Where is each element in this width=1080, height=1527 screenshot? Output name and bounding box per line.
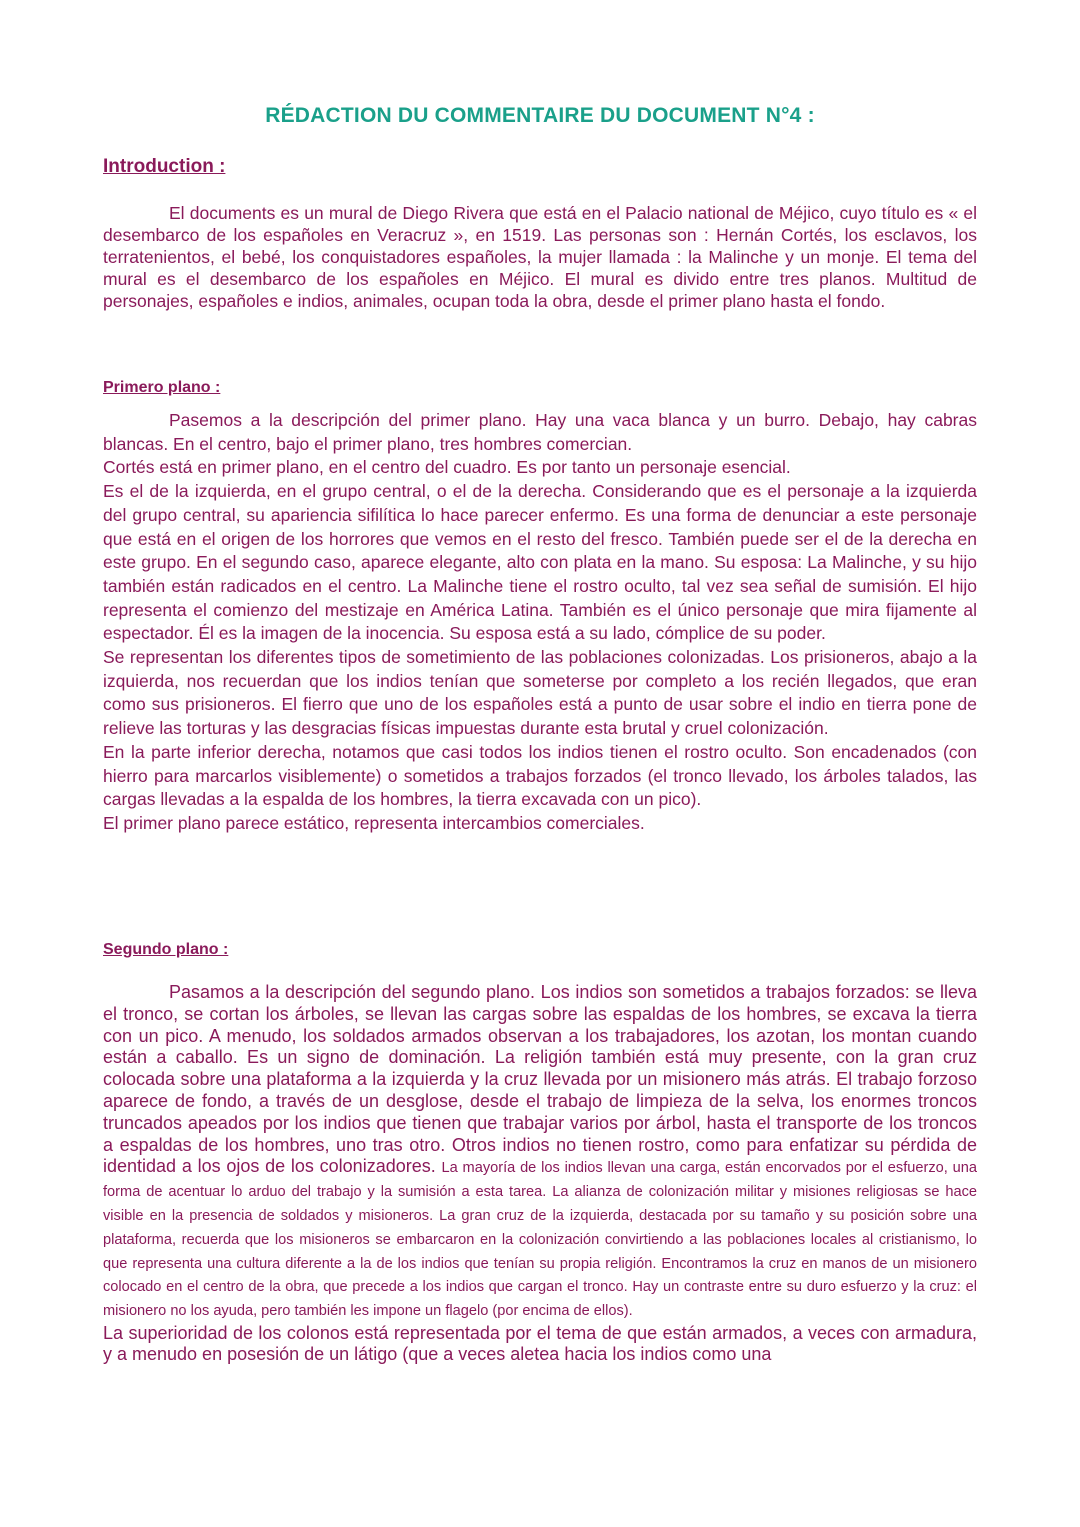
segundo-plano-body [103, 982, 977, 1366]
primero-plano-heading: Primero plano : [103, 379, 221, 396]
primero-paragraph-2: Cortés está en primer plano, en el centro del cuadro. Es por tanto un personaje esencial. [103, 457, 791, 478]
document-title: RÉDACTION DU COMMENTAIRE DU DOCUMENT N°4 : [265, 104, 815, 127]
primero-paragraph-6: El primer plano parece estático, representa intercambios comerciales. [103, 812, 645, 833]
introduction-heading: Introduction : [103, 156, 226, 177]
primero-paragraph-4: Se representan los diferentes tipos de sometimiento de las poblaciones colonizadas. Los prisioneros, abajo a la izquierda, nos recuerdan que los indios tenían que someterse por completo a los recién llegados, que eran como sus prisioneros. El fierro que uno de los españoles está a punto de usar sobre el indio en tierra pone de relieve las torturas y las desgracias físicas impuestas durante esta brutal y cruel colonización. [103, 647, 977, 739]
primero-paragraph-1: Pasemos a la descripción del primer plano. Hay una vaca blanca y un burro. Debajo, hay cabras blancas. En el centro, bajo el primer plano, tres hombres comercian. [103, 410, 977, 454]
primero-plano-body [103, 409, 977, 836]
introduction-body [103, 202, 977, 312]
primero-paragraph-3: Es el de la izquierda, en el grupo central, o el de la derecha. Considerando que es el personaje a la izquierda del grupo central, su apariencia sifilítica lo hace parecer enfermo. Es una forma de denunciar a este personaje que está en el origen de los horrores que vemos en el resto del fresco. También puede ser el de la derecha en este grupo. En el segundo caso, aparece elegante, alto con plata en la mano. Su esposa: La Malinche, y su hijo también están radicados en el centro. La Malinche tiene el rostro oculto, tal vez sea señal de sumisión. El hijo representa el comienzo del mestizaje en América Latina. También es el único personaje que mira fijamente al espectador. Él es la imagen de la inocencia. Su esposa está a su lado, cómplice de su poder. [103, 481, 977, 644]
introduction-paragraph: El documents es un mural de Diego Rivera que está en el Palacio national de Méjico, cuyo título es « el desembarco de los españoles en Veracruz », en 1519. Las personas son : Hernán Cortés, los esclavos, los terratenientos, el bebé, los conquistadores españoles, la mujer llamada : la Malinche y un monje. El tema del mural es el desembarco de los españoles en Méjico. El mural es divido entre tres planos. Multitud de personajes, españoles e indios, animales, ocupan toda la obra, desde el primer plano hasta el fondo. [103, 203, 977, 311]
segundo-plano-heading: Segundo plano : [103, 941, 229, 958]
segundo-paragraph-1-main: Pasamos a la descripción del segundo plano. Los indios son sometidos a trabajos forzados: se lleva el tronco, se cortan los árboles, se llevan las cargas sobre las espaldas de los hombres, se excava la tierra con un pico. A menudo, los soldados armados observan a los trabajadores, los azotan, los montan cuando están a caballo. Es un signo de dominación. La religión también está muy presente, con la gran cruz colocada sobre una plataforma a la izquierda y la cruz llevada por un misionero más atrás. El trabajo forzoso aparece de fondo, a través de un desglose, desde el trabajo de limpieza de la selva, los enormes troncos truncados apeados por los indios que tienen que trabajar varios por árbol, hasta el transporte de los troncos a espaldas de los hombres, uno tras otro. Otros indios no tienen rostro, como para enfatizar su pérdida de identidad a los ojos de los colonizadores. [103, 982, 977, 1177]
segundo-paragraph-1 [103, 982, 977, 1323]
primero-paragraph-5: En la parte inferior derecha, notamos que casi todos los indios tienen el rostro oculto. Son encadenados (con hierro para marcarlos visiblemente) o sometidos a trabajos forzados (el tronco llevado, los árboles talados, las cargas llevadas a la espalda de los hombres, la tierra excavada con un pico). [103, 741, 977, 810]
segundo-paragraph-1-small: La mayoría de los indios llevan una carga, están encorvados por el esfuerzo, una forma de acentuar lo arduo del trabajo y la sumisión a esta tarea. La alianza de colonización militar y misiones religiosas se hace visible en la presencia de soldados y misioneros. La gran cruz de la izquierda, destacada por su tamaño y su posición sobre una plataforma, recuerda que los misioneros se embarcaron en la colonización convirtiendo a las poblaciones locales al cristianismo, lo que representa una cultura diferente a la de los indios que tenían su propia religión. Encontramos la cruz en manos de un misionero colocado en el centro de la obra, que precede a los indios que cargan el tronco. Hay un contraste entre su duro esfuerzo y la cruz: el misionero no los ayuda, pero también les impone un flagelo (por encima de ellos). [103, 1160, 977, 1320]
segundo-paragraph-2: La superioridad de los colonos está representada por el tema de que están armados, a veces con armadura, y a menudo en posesión de un látigo (que a veces aletea hacia los indios como una [103, 1322, 977, 1365]
